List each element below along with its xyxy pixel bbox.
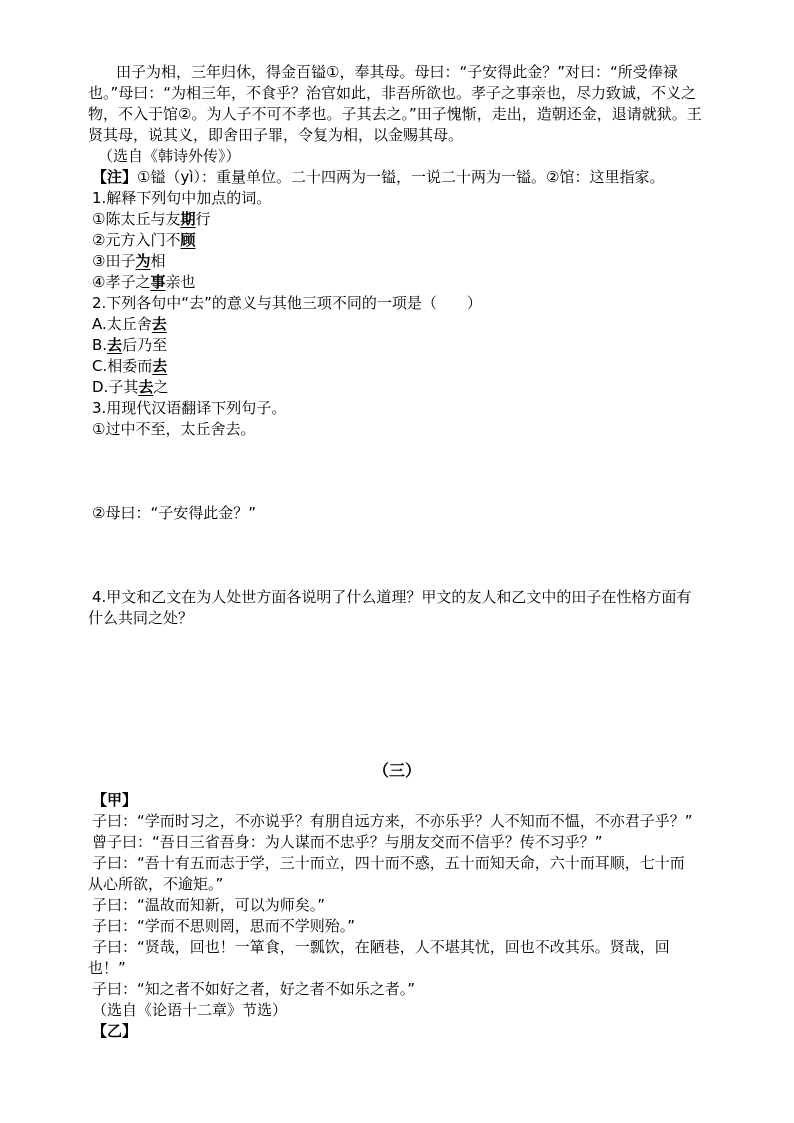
analects-line-7: 子曰：“贤哉，回也！一箪食，一瓢饮，在陋巷，人不堪其忧，回也不改其乐。贤哉，回 (92, 938, 670, 956)
question-1-stem: 1.解释下列句中加点的词。 (92, 189, 272, 207)
q3-sentence-2: ②母曰：“子安得此金？” (92, 504, 256, 522)
q1-item-1: ①陈太丘与友期行 (92, 210, 211, 228)
dotted-word: 期 (180, 210, 196, 228)
dotted-word: 去 (151, 315, 167, 333)
q3-sentence-1: ①过中不至，太丘舍去。 (92, 420, 256, 438)
analects-line-5: 子曰：“温故而知新，可以为师矣。” (92, 896, 326, 914)
analects-line-1: 子曰：“学而时习之，不亦说乎？有朋自远方来，不亦乐乎？人不知而不愠，不亦君子乎？” (92, 812, 693, 830)
q1-item-3: ③田子为相 (92, 252, 166, 270)
analects-line-8: 也！” (88, 959, 126, 977)
analects-line-2: 曾子曰：“吾日三省吾身：为人谋而不忠乎？与朋友交而不信乎？传不习乎？” (92, 833, 603, 851)
analects-line-9: 子曰：“知之者不如好之者，好之者不如乐之者。” (92, 980, 416, 998)
dotted-word: 为 (135, 252, 151, 270)
passage-line-1: 田子为相，三年归休，得金百镒①，奉其母。母曰：“子安得此金？”对曰：“所受俸禄 (116, 63, 678, 81)
jia-label: 【甲】 (92, 791, 138, 809)
question-3-stem: 3.用现代汉语翻译下列句子。 (92, 399, 287, 417)
note-text: ①镒（yì）：重量单位。二十四两为一镒，一说二十两为一镒。②馆：这里指家。 (137, 168, 665, 186)
section-title: （三） (372, 761, 421, 780)
question-4-line-2: 什么共同之处？ (88, 609, 194, 627)
dotted-word: 顾 (180, 231, 196, 249)
q2-option-b: B.去后乃至 (92, 336, 168, 354)
q2-option-c: C.相委而去 (92, 357, 168, 375)
note-label: 【注】 (92, 168, 138, 186)
passage-line-4: 贤其母，说其义，即舍田子罪，令复为相，以金赐其母。 (88, 126, 464, 144)
q2-option-d: D.子其去之 (92, 378, 169, 396)
q1-item-2: ②元方入门不顾 (92, 231, 196, 249)
analects-line-6: 子曰：“学而不思则罔，思而不学则殆。” (92, 917, 356, 935)
dotted-word: 事 (150, 273, 166, 291)
yi-label: 【乙】 (92, 1022, 138, 1040)
analects-line-4: 从心所欲，不逾矩。” (88, 875, 224, 893)
analects-line-3: 子曰：“吾十有五而志于学，三十而立，四十而不惑，五十而知天命，六十而耳顺，七十而 (92, 854, 685, 872)
passage-line-3: 物，不入于馆②。为人子不可不孝也。子其去之。”田子愧惭，走出，造朝还金，退请就狱。王 (88, 105, 702, 123)
dotted-word: 去 (152, 357, 168, 375)
analects-source: （选自《论语十二章》节选） (92, 1001, 288, 1019)
passage-line-2: 也。”母曰：“为相三年，不食乎？治官如此，非吾所欲也。孝子之事亲也，尽力致诚，不义之 (88, 84, 697, 102)
dotted-word: 去 (107, 336, 123, 354)
q1-item-4: ④孝子之事亲也 (92, 273, 196, 291)
question-4-line-1: 4.甲文和乙文在为人处世方面各说明了什么道理？甲文的友人和乙文中的田子在性格方面有 (92, 588, 692, 606)
passage-note (92, 167, 664, 188)
question-2-stem: 2.下列各句中“去”的意义与其他三项不同的一项是（ ） (92, 294, 482, 312)
passage-source: （选自《韩诗外传》） (98, 147, 241, 165)
q2-option-a: A.太丘舍去 (92, 315, 167, 333)
dotted-word: 去 (138, 378, 154, 396)
